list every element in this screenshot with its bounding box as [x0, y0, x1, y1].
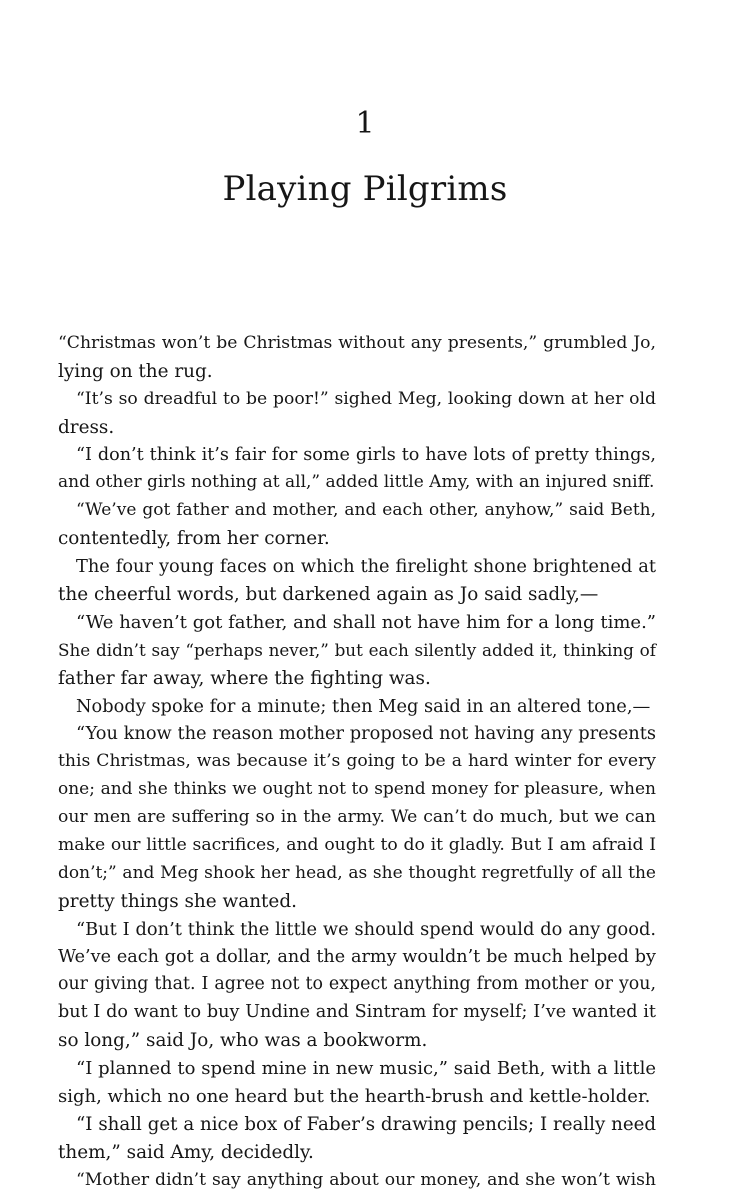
text-line: “I don’t think it’s fair for some girls to have lots of pretty things,: [76, 444, 656, 465]
text-line: them,” said Amy, decidedly.: [58, 1141, 314, 1163]
text-line: contentedly, from her corner.: [58, 528, 330, 550]
text-line: lying on the rug.: [58, 360, 213, 382]
text-line: but I do want to buy Undine and Sintram for myself; I’ve wanted it: [58, 1002, 656, 1023]
text-line: don’t;” and Meg shook her head, as she thought regretfully of all the: [58, 862, 656, 883]
text-line: dress.: [58, 416, 115, 438]
text-line: pretty things she wanted.: [58, 890, 297, 912]
text-line: “I planned to spend mine in new music,” said Beth, with a little: [76, 1058, 656, 1080]
text-line: our men are suffering so in the army. We can’t do much, but we can: [58, 807, 656, 828]
text-line: The four young faces on which the firelight shone brightened at: [76, 556, 656, 578]
text-line: this Christmas, was because it’s going to be a hard winter for every: [58, 751, 656, 772]
text-line: “Christmas won’t be Christmas without any presents,” grumbled Jo,: [58, 333, 656, 353]
text-line: one; and she thinks we ought not to spend money for pleasure, when: [58, 779, 656, 800]
text-line: “We haven’t got father, and shall not have him for a long time.”: [76, 611, 656, 633]
text-line: “It’s so dreadful to be poor!” sighed Meg, looking down at her old: [76, 388, 656, 409]
text-line: so long,” said Jo, who was a bookworm.: [58, 1030, 428, 1052]
text-line: make our little sacrifices, and ought to do it gladly. But I am afraid I: [58, 835, 656, 856]
text-line: We’ve each got a dollar, and the army wouldn’t be much helped by: [58, 946, 656, 967]
text-line: “Mother didn’t say anything about our money, and she won’t wish: [76, 1169, 656, 1190]
chapter-body-text: [58, 330, 656, 1195]
chapter-title: Playing Pilgrims: [222, 169, 508, 209]
text-line: Nobody spoke for a minute; then Meg said in an altered tone,—: [76, 695, 651, 717]
text-line: the cheerful words, but darkened again as Jo said sadly,—: [58, 584, 599, 606]
text-line: “But I don’t think the little we should spend would do any good.: [76, 918, 656, 940]
text-line: sigh, which no one heard but the hearth-brush and kettle-holder.: [58, 1086, 651, 1108]
text-line: “We’ve got father and mother, and each other, anyhow,” said Beth,: [76, 500, 656, 521]
text-line: She didn’t say “perhaps never,” but each silently added it, thinking of: [58, 639, 656, 660]
text-line: our giving that. I agree not to expect anything from mother or you,: [58, 974, 656, 995]
text-line: “I shall get a nice box of Faber’s drawing pencils; I really need: [76, 1113, 656, 1135]
chapter-number: 1: [355, 106, 375, 141]
text-line: and other girls nothing at all,” added little Amy, with an injured sniff.: [58, 472, 655, 493]
text-line: father far away, where the fighting was.: [58, 667, 431, 689]
text-line: “You know the reason mother proposed not having any presents: [76, 723, 656, 745]
